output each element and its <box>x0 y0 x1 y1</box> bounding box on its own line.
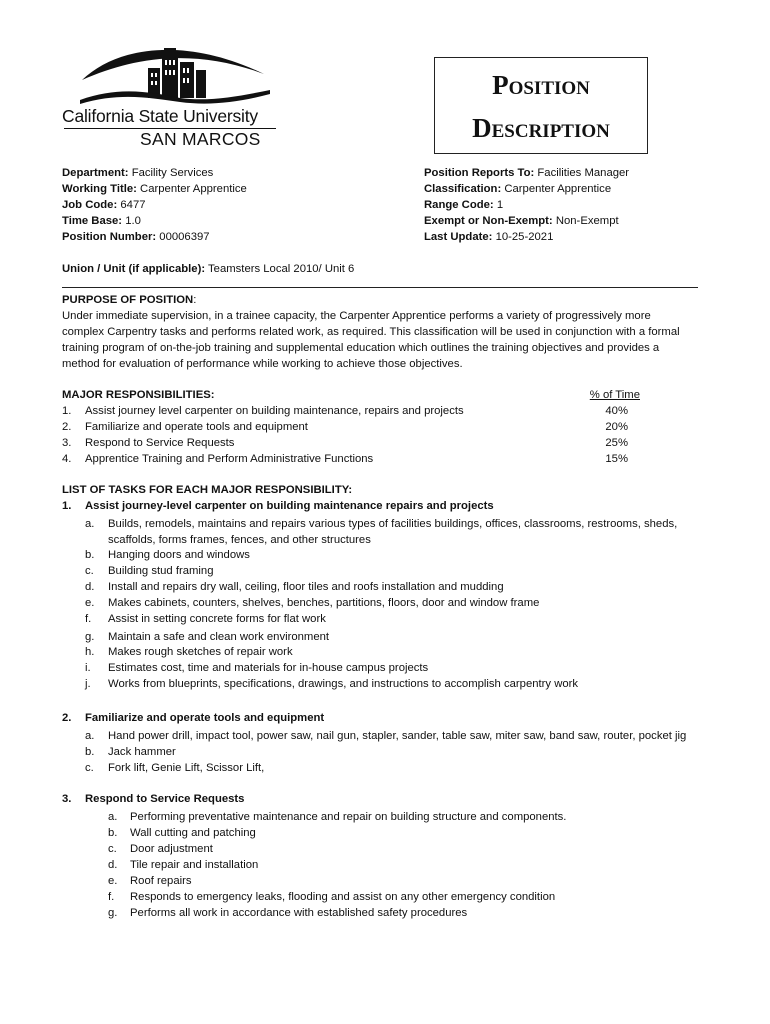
task-item: Fork lift, Genie Lift, Scissor Lift, <box>108 762 265 774</box>
task-item: Install and repairs dry wall, ceiling, floor tiles and roofs installation and mudding <box>108 581 504 593</box>
task-item: Makes rough sketches of repair work <box>108 646 293 658</box>
purpose-heading: PURPOSE OF POSITION: <box>62 294 197 306</box>
task-section-number: 1. <box>62 500 72 512</box>
responsibility-text: Respond to Service Requests <box>85 437 235 449</box>
task-item: Door adjustment <box>130 843 213 855</box>
purpose-text-line: training program of on-the-job training and supplemental education which outlines the training objectives and provides a <box>62 342 660 354</box>
major-responsibilities-heading: MAJOR RESPONSIBILITIES: <box>62 389 215 401</box>
task-item: Hanging doors and windows <box>108 549 250 561</box>
responsibility-number: 1. <box>62 405 72 417</box>
info-classification: Classification: Carpenter Apprentice <box>424 183 612 195</box>
university-logo <box>60 40 290 152</box>
task-item: Estimates cost, time and materials for in-house campus projects <box>108 662 429 674</box>
responsibility-percent: 15% <box>605 453 628 465</box>
task-letter: b. <box>85 549 95 561</box>
purpose-text-line: method for evaluation of performance while working to achieve those objectives. <box>62 358 463 370</box>
purpose-text-line: complex Carpentry tasks and performs related work, as required. This classification will be used in conjunction with a formal <box>62 326 680 338</box>
task-letter: c. <box>108 843 117 855</box>
time-column-header: % of Time <box>589 389 640 401</box>
responsibility-number: 4. <box>62 453 72 465</box>
task-section-title: Familiarize and operate tools and equipment <box>85 712 325 724</box>
responsibility-text: Apprentice Training and Perform Administrative Functions <box>85 453 374 465</box>
task-letter: e. <box>85 597 95 609</box>
task-letter: g. <box>108 907 118 919</box>
campus-skyline-icon <box>80 40 270 106</box>
info-department: Department: Facility Services <box>62 167 214 179</box>
task-item: Performs all work in accordance with established safety procedures <box>130 907 468 919</box>
task-letter: c. <box>85 565 94 577</box>
task-letter: h. <box>85 646 95 658</box>
logo-campus-name: SAN MARCOS <box>140 129 261 149</box>
responsibility-text: Assist journey level carpenter on building maintenance, repairs and projects <box>85 405 464 417</box>
document-title-box <box>434 57 648 154</box>
info-exempt-status: Exempt or Non-Exempt: Non-Exempt <box>424 215 619 227</box>
task-letter: b. <box>85 746 95 758</box>
task-item: Jack hammer <box>108 746 176 758</box>
info-position-number: Position Number: 00006397 <box>62 231 210 243</box>
task-item: Responds to emergency leaks, flooding and assist on any other emergency condition <box>130 891 556 903</box>
task-section-number: 3. <box>62 793 72 805</box>
task-item: Hand power drill, impact tool, power saw, nail gun, stapler, sander, table saw, miter saw, band saw, router, pocket jig <box>108 730 687 742</box>
task-item: Assist in setting concrete forms for flat work <box>108 613 326 625</box>
title-line-2: Description <box>472 113 610 143</box>
task-letter: a. <box>85 730 95 742</box>
task-letter: g. <box>85 631 95 643</box>
responsibility-number: 3. <box>62 437 72 449</box>
info-range-code: Range Code: 1 <box>424 199 504 211</box>
section-divider <box>62 287 698 288</box>
task-letter: e. <box>108 875 118 887</box>
task-item: Wall cutting and patching <box>130 827 256 839</box>
info-working-title: Working Title: Carpenter Apprentice <box>62 183 247 195</box>
responsibility-number: 2. <box>62 421 72 433</box>
info-union: Union / Unit (if applicable): Teamsters Local 2010/ Unit 6 <box>62 263 355 275</box>
task-item: Performing preventative maintenance and repair on building structure and components. <box>130 811 567 823</box>
task-item: Makes cabinets, counters, shelves, benches, partitions, floors, door and window frame <box>108 597 540 609</box>
task-item: Roof repairs <box>130 875 192 887</box>
task-letter: d. <box>85 581 95 593</box>
logo-university-name: California State University <box>62 106 258 126</box>
task-section-title: Respond to Service Requests <box>85 793 245 805</box>
task-item: Building stud framing <box>108 565 214 577</box>
task-section-number: 2. <box>62 712 72 724</box>
task-letter: c. <box>85 762 94 774</box>
task-letter: b. <box>108 827 118 839</box>
task-item: Works from blueprints, specifications, drawings, and instructions to accomplish carpentry work <box>108 678 579 690</box>
task-letter: f. <box>85 613 92 625</box>
task-item: Maintain a safe and clean work environment <box>108 631 330 643</box>
task-letter: a. <box>108 811 118 823</box>
title-line-1: Position <box>492 70 590 100</box>
responsibility-percent: 40% <box>605 405 628 417</box>
info-time-base: Time Base: 1.0 <box>62 215 141 227</box>
info-job-code: Job Code: 6477 <box>62 199 146 211</box>
task-section-title: Assist journey-level carpenter on building maintenance repairs and projects <box>85 500 494 512</box>
task-item: scaffolds, forms frames, fences, and other structures <box>108 534 371 546</box>
task-item: Builds, remodels, maintains and repairs various types of facilities buildings, offices, classrooms, restrooms, sheds, <box>108 518 678 530</box>
task-letter: a. <box>85 518 95 530</box>
responsibility-percent: 20% <box>605 421 628 433</box>
tasks-heading: LIST OF TASKS FOR EACH MAJOR RESPONSIBILITY: <box>62 484 353 496</box>
info-reports-to: Position Reports To: Facilities Manager <box>424 167 630 179</box>
responsibility-percent: 25% <box>605 437 628 449</box>
task-letter: d. <box>108 859 118 871</box>
info-last-update: Last Update: 10-25-2021 <box>424 231 554 243</box>
task-letter: f. <box>108 891 115 903</box>
task-letter: j. <box>85 678 91 690</box>
task-letter: i. <box>85 662 91 674</box>
responsibility-text: Familiarize and operate tools and equipment <box>85 421 308 433</box>
purpose-text-line: Under immediate supervision, in a trainee capacity, the Carpenter Apprentice performs a variety of progressively more <box>62 310 651 322</box>
task-item: Tile repair and installation <box>130 859 259 871</box>
